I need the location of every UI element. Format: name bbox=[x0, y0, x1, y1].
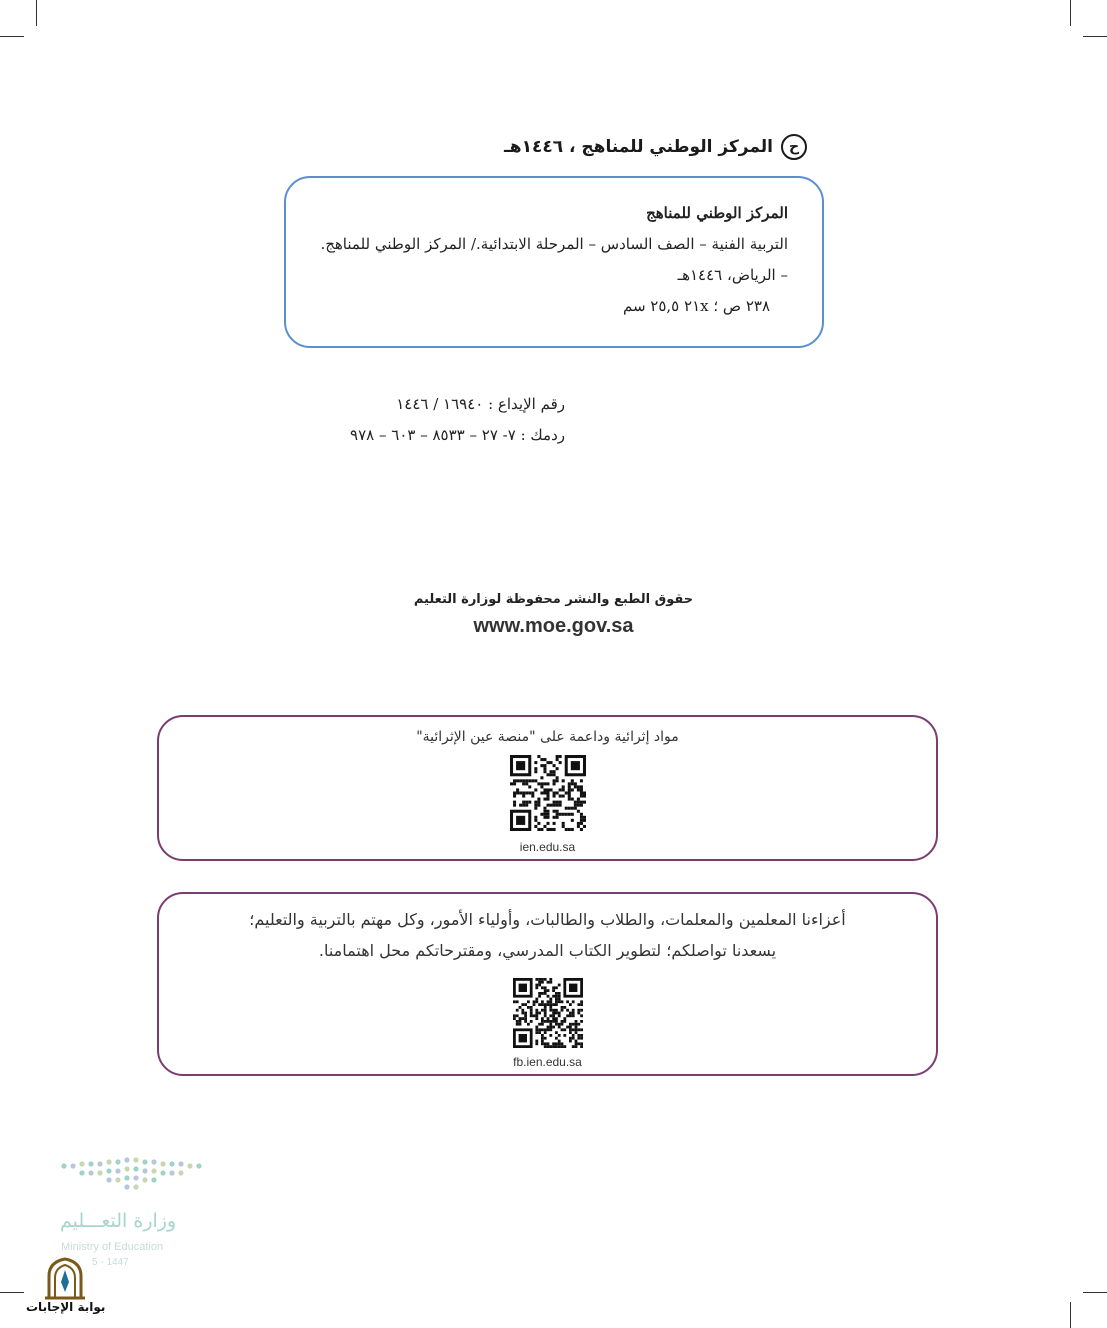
moe-logo-year: 5 - 1447 bbox=[92, 1257, 129, 1268]
catalog-line-1: التربية الفنية – الصف السادس – المرحلة الابتدائية./ المركز الوطني للمناهج. bbox=[320, 235, 788, 253]
feedback-line-2: يسعدنا تواصلكم؛ لتطوير الكتاب المدرسي، ومقترحاتكم محل اهتمامنا. bbox=[318, 941, 777, 960]
moe-logo-arabic: وزارة التعـــليم bbox=[60, 1210, 177, 1232]
crop-mark-bottom-right-h bbox=[1083, 1292, 1107, 1293]
ien-url[interactable]: ien.edu.sa bbox=[519, 840, 576, 854]
answers-portal-icon bbox=[43, 1256, 87, 1300]
deposit-block bbox=[350, 389, 565, 451]
copyright-text: المركز الوطني للمناهج ، ١٤٤٦هـ bbox=[503, 137, 773, 157]
moe-website-link[interactable]: www.moe.gov.sa bbox=[473, 615, 634, 637]
feedback-qr-code-icon[interactable] bbox=[513, 978, 583, 1048]
moe-dots-logo-icon bbox=[58, 1152, 208, 1202]
catalog-line-3: ٢٣٨ ص ؛ ٢١x ٢٥,٥ سم bbox=[622, 297, 770, 315]
crop-mark-top-left-v bbox=[36, 0, 37, 26]
feedback-url[interactable]: fb.ien.edu.sa bbox=[513, 1055, 582, 1069]
feedback-line-1: أعزاءنا المعلمين والمعلمات، والطلاب والطالبات، وأولياء الأمور، وكل مهتم بالتربية والتعليم؛ bbox=[249, 910, 846, 929]
rights-block bbox=[0, 592, 1107, 638]
crop-mark-top-right-h bbox=[1083, 36, 1107, 37]
rights-text: حقوق الطبع والنشر محفوظة لوزارة التعليم bbox=[413, 592, 694, 607]
cataloging-box bbox=[284, 176, 824, 348]
catalog-line-2: – الرياض، ١٤٤٦هـ bbox=[677, 266, 788, 284]
crop-mark-bottom-right-v bbox=[1070, 1302, 1071, 1328]
copyright-symbol: ح bbox=[781, 134, 807, 160]
moe-logo-english: Ministry of Education bbox=[61, 1241, 164, 1253]
ien-caption: مواد إثرائية وداعمة على "منصة عين الإثرائية" bbox=[416, 729, 679, 745]
deposit-number: رقم الإيداع : ١٦٩٤٠ / ١٤٤٦ bbox=[396, 395, 565, 413]
crop-mark-top-right-v bbox=[1070, 0, 1071, 26]
isbn-number: ردمك : ٧- ٢٧ – ٨٥٣٣ – ٦٠٣ – ٩٧٨ bbox=[350, 426, 565, 444]
crop-mark-top-left-h bbox=[0, 36, 24, 37]
feedback-box bbox=[157, 892, 938, 1076]
ien-platform-box bbox=[157, 715, 938, 861]
catalog-title: المركز الوطني للمناهج bbox=[646, 204, 788, 222]
crop-mark-bottom-left-h bbox=[0, 1292, 24, 1293]
ien-qr-code-icon[interactable] bbox=[510, 755, 586, 831]
copyright-line bbox=[504, 134, 807, 160]
answers-portal-text: بوابة الإجابات bbox=[26, 1300, 106, 1314]
